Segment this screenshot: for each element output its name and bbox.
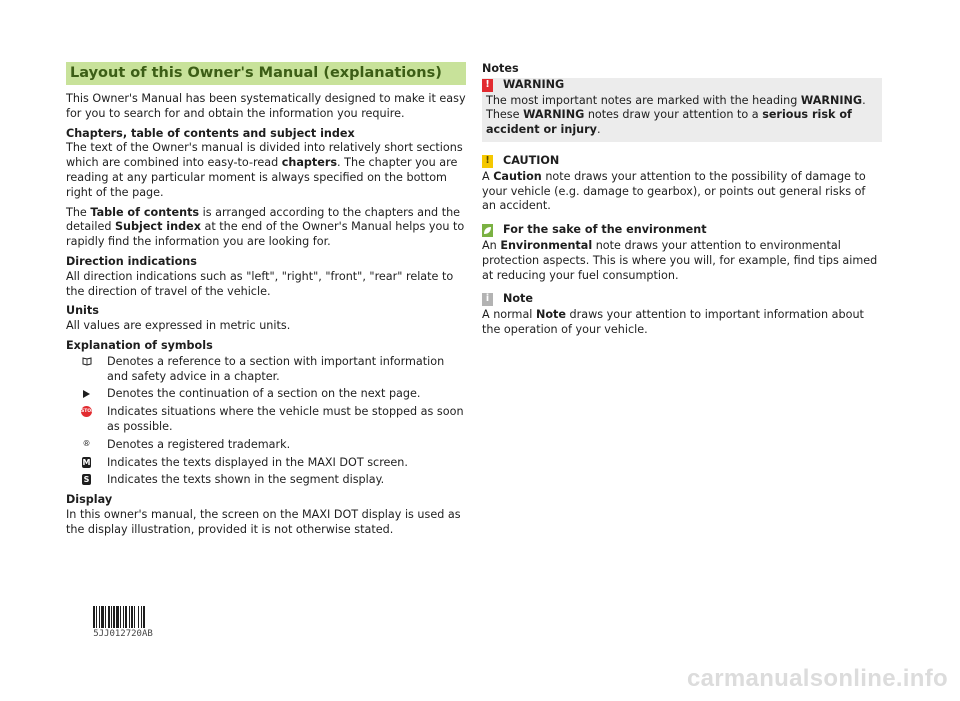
notes-title: Notes: [482, 62, 519, 75]
page-title: Layout of this Owner's Manual (explanations): [66, 62, 466, 85]
symbol-description: Denotes a reference to a section with important information and safety advice in a chapter.: [107, 354, 445, 383]
registered-trademark-icon: ®: [82, 438, 91, 448]
note-section: [482, 292, 882, 337]
symbol-description: Denotes the continuation of a section on the next page.: [107, 387, 421, 401]
barcode-bar: [145, 606, 146, 628]
chapters-heading: Chapters, table of contents and subject index: [66, 126, 355, 140]
warning-text: The most important notes are marked with the heading WARNING. These WARNING notes draw your attention to a serious risk of accident or injury.: [486, 93, 866, 137]
list-item: [66, 387, 466, 402]
environment-section: [482, 223, 882, 283]
note-heading: i Note: [482, 292, 882, 307]
list-item: [66, 405, 466, 435]
chapters-text: The text of the Owner's manual is divided into relatively short sections which are combined into easy-to-read chapters. The chapter you are reading at any particular moment is always specified on the bottom right of the page.: [66, 141, 463, 199]
book-reference-icon: [82, 356, 92, 366]
symbol-description: Indicates the texts shown in the segment display.: [107, 473, 385, 487]
symbol-description: Indicates situations where the vehicle must be stopped as soon as possible.: [107, 405, 464, 433]
barcode: [93, 606, 153, 640]
caution-section: [482, 154, 882, 214]
display-text: In this owner's manual, the screen on the MAXI DOT display is used as the display illustration, provided it is not otherwise stated.: [66, 507, 461, 536]
caution-text: A Caution note draws your attention to the possibility of damage to your vehicle (e.g. damage to gearbox), or points out general risks of an accident.: [482, 169, 866, 213]
environment-heading: For the sake of the environment: [482, 223, 882, 238]
display-section: [66, 493, 466, 537]
direction-section: [66, 255, 466, 299]
units-text: All values are expressed in metric units.: [66, 319, 291, 333]
symbols-heading: Explanation of symbols: [66, 338, 213, 352]
symbol-description: Indicates the texts displayed in the MAXI DOT screen.: [107, 455, 408, 469]
left-column: [66, 62, 466, 543]
warning-icon: !: [482, 79, 493, 92]
symbols-list: [66, 355, 466, 488]
barcode-bars: [93, 606, 153, 628]
units-section: [66, 304, 466, 334]
display-heading: Display: [66, 493, 113, 507]
list-item: [66, 473, 466, 488]
watermark: carmanualsonline.info: [686, 665, 948, 692]
warning-heading: ! WARNING: [482, 78, 878, 93]
info-icon: i: [482, 293, 493, 306]
intro-paragraph: This Owner's Manual has been systematically designed to make it easy for you to search for and obtain the information you require.: [66, 92, 466, 120]
units-heading: Units: [66, 304, 99, 318]
direction-heading: Direction indications: [66, 254, 197, 268]
right-column: [482, 62, 882, 347]
environment-text: An Environmental note draws your attention to environmental protection aspects. This is where you will, for example, find tips aimed at reducing your fuel consumption.: [482, 238, 878, 282]
note-text: A normal Note draws your attention to important information about the operation of your vehicle.: [482, 308, 864, 336]
toc-paragraph: The Table of contents is arranged according to the chapters and the detailed Subject index at the end of the Owner's Manual helps you to rapidly find the information you are looking for.: [66, 205, 465, 249]
continuation-arrow-icon: [83, 390, 90, 398]
caution-icon: !: [482, 155, 493, 168]
direction-text: All direction indications such as "left", "right", "front", "rear" relate to the direction of travel of the vehicle.: [66, 269, 454, 298]
list-item: [66, 438, 466, 453]
maxi-dot-icon: M: [82, 457, 91, 467]
segment-display-icon: S: [83, 475, 90, 485]
symbol-description: Denotes a registered trademark.: [107, 437, 291, 451]
list-item: [66, 355, 466, 385]
list-item: [66, 456, 466, 471]
caution-heading: ! CAUTION: [482, 154, 882, 169]
barcode-number: 5JJ012720AB: [93, 629, 153, 639]
leaf-icon: [482, 224, 493, 237]
warning-box: [482, 78, 882, 142]
stop-sign-icon: STOP: [81, 406, 92, 417]
chapters-section: [66, 127, 466, 201]
